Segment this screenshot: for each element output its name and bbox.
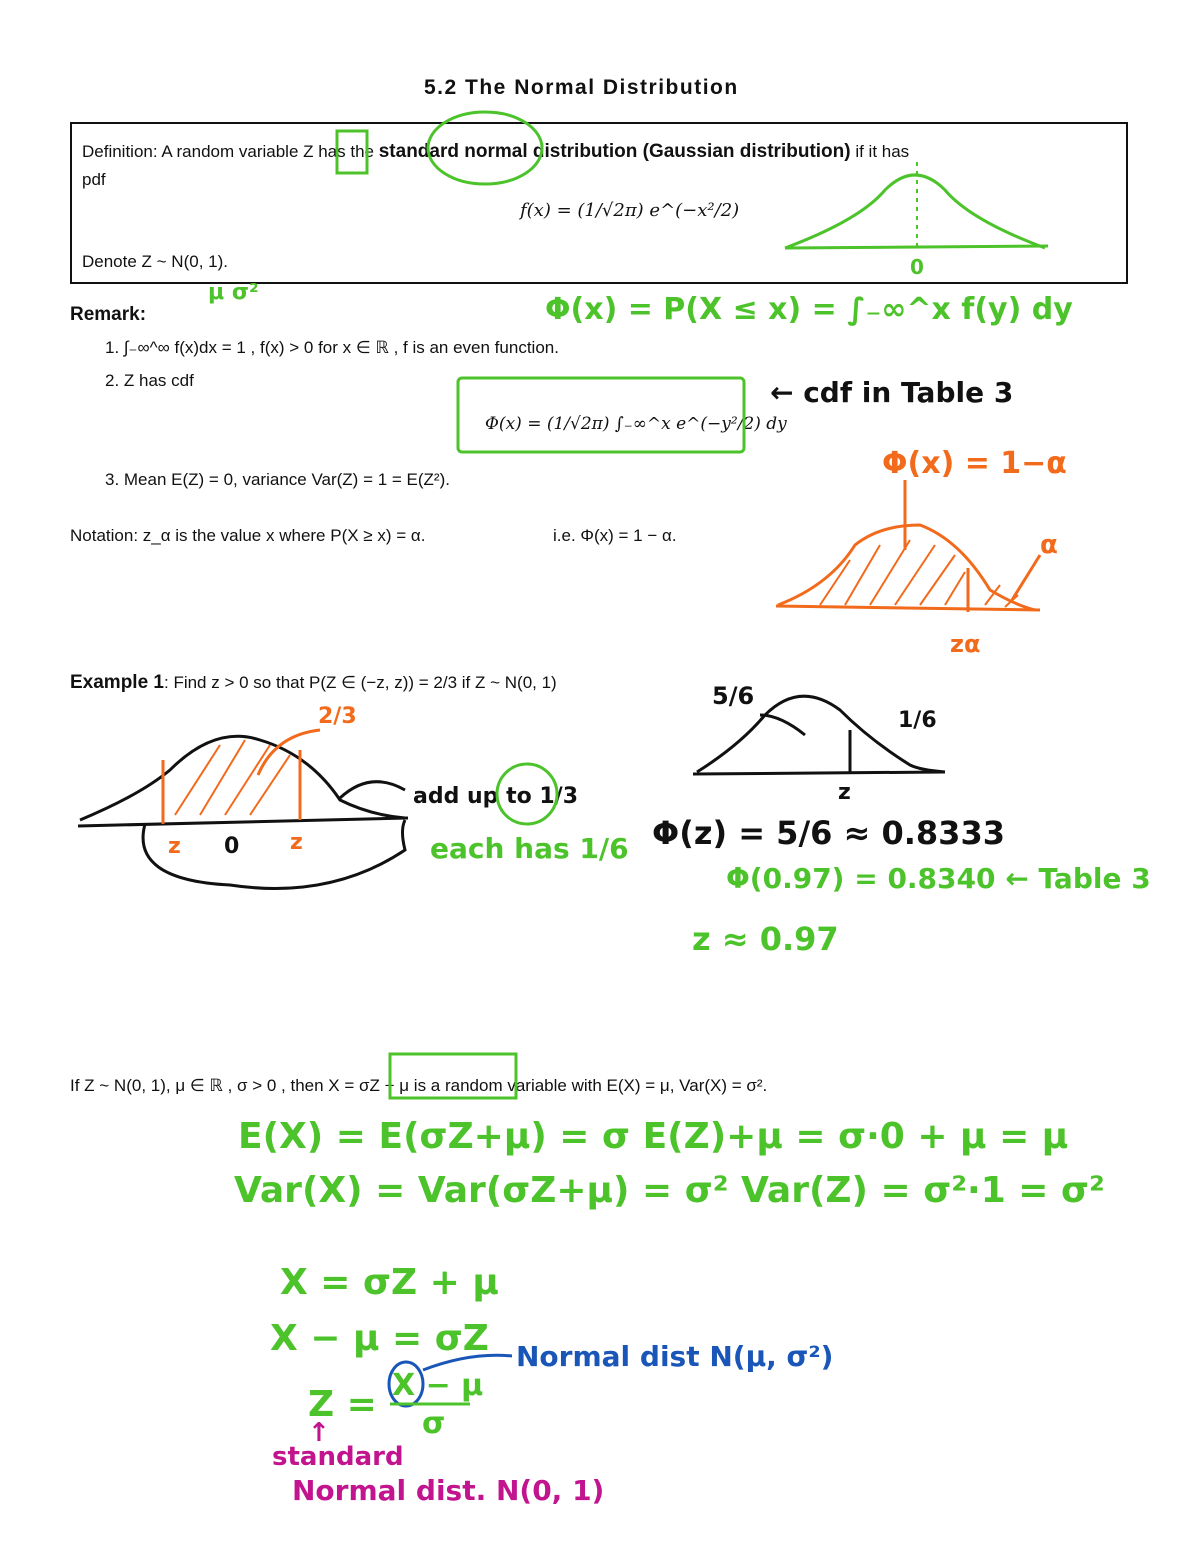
definition-suffix: if it has [850, 142, 910, 161]
one-sixth-note: 1/6 [898, 708, 937, 733]
example-curve-right [697, 696, 945, 772]
upper-loop [340, 782, 405, 798]
two-thirds-note: 2/3 [318, 704, 357, 729]
x-minus-equation: X − μ = σZ [270, 1318, 489, 1359]
each-has-note: each has 1/6 [430, 832, 629, 865]
orange-alpha-pointer [1012, 555, 1040, 600]
example-1-heading: Example 1 [70, 672, 164, 693]
x-equation: X = σZ + μ [280, 1262, 499, 1303]
five-sixths-note: 5/6 [712, 682, 755, 710]
notation-ie: i.e. Φ(x) = 1 − α. [553, 526, 677, 545]
normal-dist-pointer [423, 1355, 512, 1370]
z-small-label: z [838, 780, 851, 805]
definition-pdf: pdf [82, 170, 106, 189]
remark-item-1: 1. ∫₋∞^∞ f(x)dx = 1 , f(x) > 0 for x ∈ ℝ , f is an even function. [105, 338, 559, 357]
remark-item-3: 3. Mean E(Z) = 0, variance Var(Z) = 1 = E(Z²). [105, 470, 450, 489]
example-axis-right [693, 772, 945, 774]
five-sixths-arrow [760, 715, 805, 735]
add-up-note: add up to 1/3 [413, 784, 579, 809]
arrow-up: ↑ [308, 1418, 330, 1448]
page-title: 5.2 The Normal Distribution [424, 76, 739, 99]
bell-curve-top [785, 175, 1045, 248]
orange-axis [776, 606, 1040, 610]
alpha-equation-note: Φ(x) = 1−α [882, 446, 1067, 481]
example-curve-left [80, 736, 405, 820]
cdf-definition-note: Φ(x) = P(X ≤ x) = ∫₋∞^x f(y) dy [545, 292, 1073, 327]
fraction-numerator: X − μ [392, 1368, 484, 1403]
definition-bold: standard normal distribution (Gaussian distribution) [378, 141, 851, 162]
cdf-formula: Φ(x) = (1/√2π) ∫₋∞^x e^(−y²/2) dy [485, 414, 787, 434]
normal-dist2-note: Normal dist. N(0, 1) [292, 1474, 605, 1507]
definition-prefix: Definition: A random variable Z has the [82, 142, 379, 161]
lower-loop [143, 820, 405, 888]
zero-center-label: 0 [224, 834, 240, 859]
definition-denote: Denote Z ~ N(0, 1). [82, 252, 228, 271]
zero-label-top: 0 [910, 255, 924, 279]
cdf-table-note: ← cdf in Table 3 [770, 376, 1014, 409]
z-approx-note: z ≈ 0.97 [692, 920, 839, 958]
z-equation: Z = [308, 1384, 377, 1425]
orange-hatching [820, 540, 1018, 607]
z-left-label: z [168, 834, 181, 859]
transform-text: If Z ~ N(0, 1), μ ∈ ℝ , σ > 0 , then X = σZ + μ is a random variable with E(X) = μ, Var(X) = σ². [70, 1076, 768, 1095]
remark-item-2: 2. Z has cdf [105, 371, 194, 390]
standard-circle [428, 112, 542, 184]
fraction-denominator: σ [422, 1406, 446, 1441]
phi-097-note: Φ(0.97) = 0.8340 ← Table 3 [726, 862, 1151, 895]
example-axis-left [78, 818, 408, 826]
notation-text: Notation: z_α is the value x where P(X ≥ x) = α. [70, 526, 426, 545]
alpha-label: α [1040, 530, 1058, 560]
pdf-formula: f(x) = (1/√2π) e^(−x²/2) [520, 200, 740, 221]
expectation-line: E(X) = E(σZ+μ) = σ E(Z)+μ = σ·0 + μ = μ [238, 1116, 1069, 1157]
x-circle [389, 1362, 423, 1406]
z-alpha-label: zα [950, 630, 981, 658]
remark-heading: Remark: [70, 304, 147, 325]
standard-note: standard [272, 1442, 404, 1472]
normal-dist-note: Normal dist N(μ, σ²) [516, 1340, 834, 1373]
one-third-circle [497, 764, 557, 824]
phi-z-note: Φ(z) = 5/6 ≈ 0.8333 [652, 814, 1005, 852]
transform-box-highlight [390, 1054, 516, 1098]
mu-sigma-note: μ σ² [208, 280, 259, 305]
cdf-box-highlight [458, 378, 744, 452]
z-right-label: z [290, 830, 303, 855]
z-box-highlight [337, 131, 367, 173]
variance-line: Var(X) = Var(σZ+μ) = σ² Var(Z) = σ²·1 = σ² [234, 1170, 1105, 1211]
example-1-text: : Find z > 0 so that P(Z ∈ (−z, z)) = 2/3 if Z ~ N(0, 1) [164, 673, 557, 692]
